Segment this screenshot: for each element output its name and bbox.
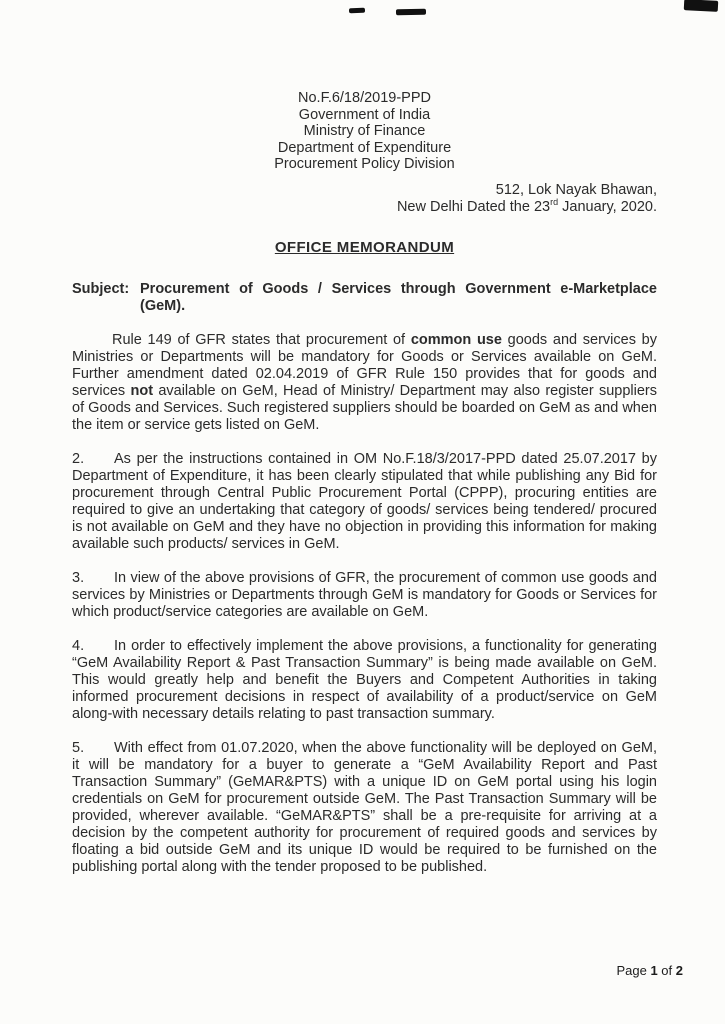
paragraph-5: [72, 740, 657, 876]
page-current: 1: [650, 963, 658, 978]
scan-artifact: [684, 0, 719, 12]
paragraph-5-number: 5.: [72, 739, 85, 756]
page-total: 2: [675, 963, 683, 978]
paragraph-3: [72, 570, 657, 621]
org-line: Government of India: [298, 106, 431, 123]
paragraph-1: [72, 332, 657, 434]
document-body: [72, 90, 657, 876]
subject-line: [72, 281, 657, 315]
paragraph-2-text: As per the instructions contained in OM No.F.18/3/2017-PPD dated 25.07.2017 by Department of Expenditure, it has been clearly stipulated that while publishing any Bid for procurement through Central Public Procurement Portal (CPPP), procuring entities are required to give an undertaking that category of goods/ services being tendered/ procured is not available on GeM and they have no objection in providing this information for making available such products/ services in GeM.: [72, 450, 657, 552]
page-of: of: [657, 963, 676, 978]
department-line: Department of Expenditure: [277, 139, 452, 156]
ministry-line: Ministry of Finance: [303, 123, 426, 139]
paragraph-1-text: available on GeM, Head of Ministry/ Department may also register suppliers of Goods and Services. Such registered suppliers should be boarded on GeM as and when the item or service gets listed on GeM.: [72, 382, 657, 433]
date-text: New Delhi Dated the 23: [396, 198, 551, 215]
page-number: [616, 963, 683, 978]
subject-text: Procurement of Goods / Services through Government e-Marketplace (GeM).: [140, 280, 657, 314]
paragraph-1-bold-not: not: [130, 382, 154, 399]
paragraph-3-number: 3.: [72, 569, 85, 586]
address-block: [72, 182, 657, 216]
paragraph-5-text: With effect from 01.07.2020, when the above functionality will be deployed on GeM, it will be mandatory for a buyer to generate a “GeM Availability Report and Past Transaction Summary” (GeMAR&PTS) with a unique ID on GeM portal using his login credentials on GeM for procurement outside GeM. The Past Transaction Summary will be provided, wherever available. “GeMAR&PTS” shall be a pre-requisite for arriving at a decision by the competent authority for procurement of required goods and services by floating a bid outside GeM and its unique ID would be required to be furnished on the publishing portal along with the tender proposed to be published.: [72, 739, 657, 875]
file-number: No.F.6/18/2019-PPD: [298, 90, 431, 106]
date-ordinal: rd: [550, 196, 559, 207]
date-line: [72, 196, 657, 216]
paragraph-4: [72, 638, 657, 723]
paragraph-1-text: Rule 149 of GFR states that procurement of: [112, 331, 411, 348]
scan-artifact: [396, 9, 426, 16]
paragraph-2-number: 2.: [72, 450, 85, 467]
paragraph-1-bold-common-use: common use: [410, 331, 502, 348]
date-year: January, 2020.: [558, 198, 657, 215]
scan-artifact: [349, 8, 365, 14]
paragraph-4-number: 4.: [72, 637, 85, 654]
division-line: Procurement Policy Division: [274, 156, 455, 172]
memo-title: OFFICE MEMORANDUM: [274, 238, 455, 256]
address-line: 512, Lok Nayak Bhawan,: [495, 181, 657, 198]
letterhead: [72, 90, 657, 173]
page-label: Page: [616, 963, 651, 978]
paragraph-3-text: In view of the above provisions of GFR, the procurement of common use goods and services by Ministries or Departments through GeM is mandatory for Goods or Services for which product/service categories are available on GeM.: [72, 569, 657, 620]
paragraph-1-text: goods and services by Ministries or Departments will be mandatory for Goods or Services available on GeM. Further amendment dated 02.04.2019 of GFR Rule 150 provides that for goods and services: [72, 331, 657, 399]
paragraph-2: [72, 451, 657, 553]
paragraph-4-text: In order to effectively implement the above provisions, a functionality for generating “GeM Availability Report & Past Transaction Summary” is being made available on GeM. This would greatly help and benefit the Buyers and Competent Authorities in taking informed procurement decisions in respect of availability of a product/service on GeM along-with necessary details relating to past transaction summary.: [72, 637, 657, 722]
subject-label: Subject:: [72, 280, 130, 297]
